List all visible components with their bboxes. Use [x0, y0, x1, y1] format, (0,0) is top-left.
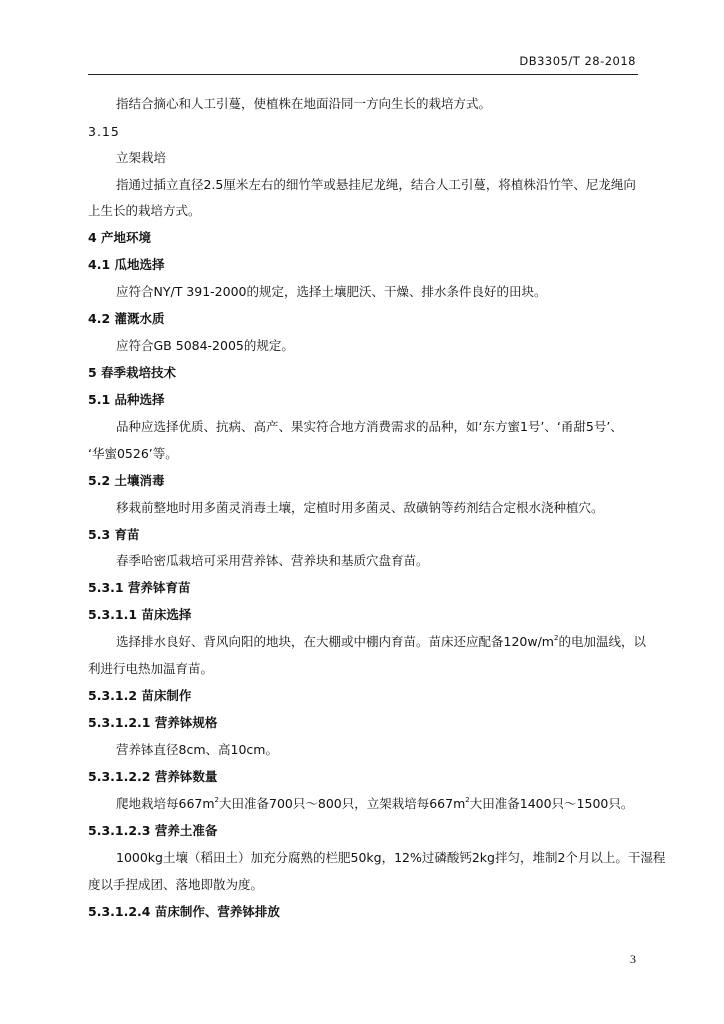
paragraph-line: 指结合摘心和人工引蔓，使植株在地面沿同一方向生长的栽培方式。: [116, 96, 492, 111]
section-heading: 5.3.1.2.1 营养钵规格: [88, 715, 218, 730]
section-heading: 5.3.1.1 苗床选择: [88, 607, 192, 622]
section-heading: 5.1 品种选择: [88, 392, 165, 407]
section-heading: 5 春季栽培技术: [88, 365, 177, 380]
text-run: 的电加温线，以: [558, 634, 646, 649]
paragraph-line: 春季哈密瓜栽培可采用营养钵、营养块和基质穴盘育苗。: [116, 553, 429, 568]
paragraph-line: ‘华蜜0526’等。: [88, 446, 178, 461]
text-run: 爬地栽培每667m: [116, 796, 215, 811]
page-number: 3: [630, 952, 636, 966]
paragraph-line: 度以手捏成团、落地即散为度。: [88, 877, 264, 892]
section-heading: 4.2 灌溉水质: [88, 311, 165, 326]
paragraph-line: [116, 796, 668, 812]
superscript: 2: [553, 634, 559, 642]
paragraph-line: 应符合NY/T 391-2000的规定，选择土壤肥沃、干燥、排水条件良好的田块。: [116, 284, 547, 299]
paragraph-line: 营养钵直径8cm、高10cm。: [116, 742, 278, 757]
section-heading: 5.2 土壤消毒: [88, 473, 165, 488]
section-heading: 5.3.1 营养钵育苗: [88, 580, 191, 595]
paragraph-line: 品种应选择优质、抗病、高产、果实符合地方消费需求的品种，如‘东方蜜1号’、‘甬甜5号’、: [116, 419, 623, 434]
paragraph-line: 移栽前整地时用多菌灵消毒土壤，定植时用多菌灵、敌磺钠等药剂结合定根水浇种植穴。: [116, 500, 604, 515]
paragraph-line: 1000kg土壤（稻田土）加充分腐熟的栏肥50kg，12%过磷酸钙2kg拌匀，堆制2个月以上。干湿程: [116, 850, 666, 865]
section-heading: 4 产地环境: [88, 230, 152, 245]
superscript: 2: [214, 796, 220, 804]
paragraph-line: 指通过插立直径2.5厘米左右的细竹竿或悬挂尼龙绳，结合人工引蔓，将植株沿竹竿、尼龙绳向: [116, 177, 636, 192]
paragraph-line: 应符合GB 5084-2005的规定。: [116, 338, 294, 353]
paragraph-line: 利进行电热加温育苗。: [88, 661, 214, 676]
section-heading: 4.1 瓜地选择: [88, 257, 165, 272]
superscript: 2: [465, 796, 470, 804]
header-rule: [88, 74, 638, 75]
section-heading: 5.3.1.2.2 营养钵数量: [88, 769, 218, 784]
text-run: 大田准备1400只～1500只。: [469, 796, 634, 811]
paragraph-line: 上生长的栽培方式。: [88, 203, 201, 218]
clause-number: 3.15: [88, 124, 120, 139]
section-heading: 5.3.1.2.3 营养土准备: [88, 823, 218, 838]
paragraph-line: [116, 634, 668, 650]
section-heading: 5.3 育苗: [88, 527, 140, 542]
section-heading: 5.3.1.2.4 苗床制作、营养钵排放: [88, 904, 280, 919]
text-run: 选择排水良好、背风向阳的地块，在大棚或中棚内育苗。苗床还应配备120w/m: [116, 634, 554, 649]
section-heading: 5.3.1.2 苗床制作: [88, 688, 192, 703]
text-run: 大田准备700只～800只，立架栽培每667m: [219, 796, 466, 811]
term-heading: 立架栽培: [116, 150, 167, 165]
header-code: DB3305/T 28-2018: [519, 54, 636, 68]
